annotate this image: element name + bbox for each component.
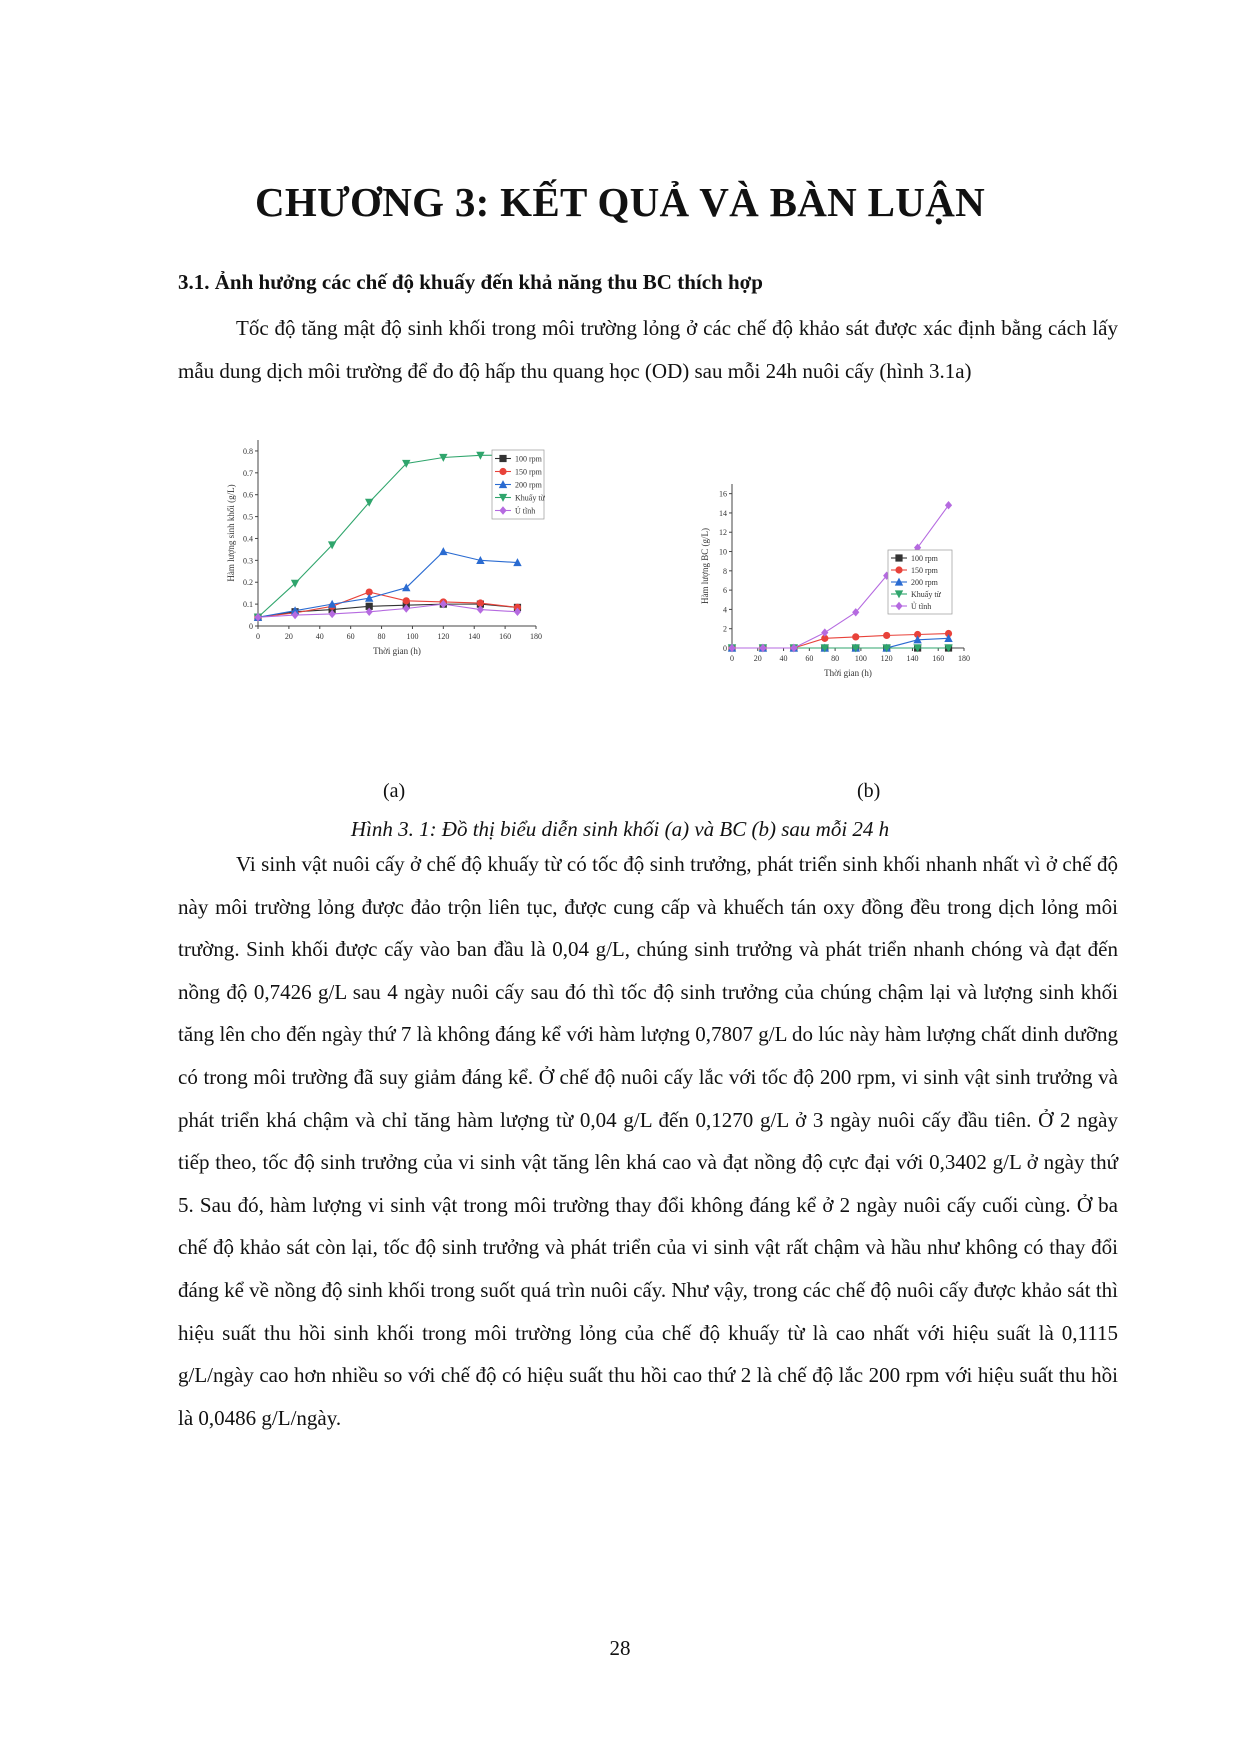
bc-legend-label: 150 rpm [911, 566, 938, 575]
chapter-title: CHƯƠNG 3: KẾT QUẢ VÀ BÀN LUẬN [254, 179, 986, 225]
bc-y-tick-label: 0 [723, 644, 727, 653]
bc-legend-label: Ủ tĩnh [911, 602, 932, 611]
bc-data-point [821, 628, 828, 636]
biomass-x-tick-label: 180 [530, 632, 542, 641]
biomass-chart [210, 440, 545, 680]
bc-x-tick-label: 40 [779, 654, 788, 663]
bc-x-tick-label: 80 [831, 654, 840, 663]
bc-data-point [852, 633, 859, 640]
intro-paragraph: Tốc độ tăng mật độ sinh khối trong môi trường lỏng ở các chế độ khảo sát được xác định bằng cách lấy mẫu dung dịch môi trường để đo độ hấp thu quang học (OD) sau mỗi 24h nuôi cấy (hình 3.1a) [178, 316, 1118, 383]
biomass-x-tick-label: 120 [437, 632, 450, 641]
biomass-legend-label: 150 rpm [515, 467, 542, 477]
biomass-x-axis-label: Thời gian (h) [373, 646, 421, 656]
bc-y-tick-label: 2 [723, 624, 727, 634]
biomass-y-tick-label: 0 [249, 622, 253, 631]
biomass-x-tick-label: 80 [377, 632, 386, 641]
biomass-y-tick-label: 0.6 [243, 490, 253, 500]
bc-x-tick-label: 60 [805, 654, 814, 663]
biomass-legend-marker [499, 468, 506, 475]
bc-y-tick-label: 10 [719, 547, 727, 557]
bc-x-tick-label: 120 [880, 654, 893, 663]
biomass-x-tick-label: 0 [256, 632, 260, 641]
bc-x-tick-label: 140 [906, 654, 919, 663]
bc-legend-marker [895, 566, 902, 573]
bc-y-axis-label: Hàm lượng BC (g/L) [700, 528, 710, 604]
biomass-x-tick-label: 160 [499, 632, 512, 641]
biomass-x-tick-label: 140 [468, 632, 481, 641]
figure-caption: Hình 3. 1: Đồ thị biểu diễn sinh khối (a) và BC (b) sau mỗi 24 h [350, 817, 890, 841]
biomass-y-tick-label: 0.4 [243, 534, 253, 544]
biomass-data-point [403, 597, 410, 604]
figure-label-a: (a) [383, 780, 406, 802]
biomass-x-tick-label: 20 [284, 632, 293, 641]
discussion-paragraph: Vi sinh vật nuôi cấy ở chế độ khuấy từ có tốc độ sinh trưởng, phát triển sinh khối nhanh nhất vì ở chế độ này môi trường lỏng được đảo trộn liên tục, được cung cấp và khuếch tán oxy đồng đều trong dịch lỏng môi trường. Sinh khối được cấy vào ban đầu là 0,04 g/L, chúng sinh trưởng và phát triển nhanh chóng và đạt đến nồng độ 0,7426 g/L sau 4 ngày nuôi cấy sau đó thì tốc độ sinh trưởng của chúng chậm lại và lượng sinh khối tăng lên cho đến ngày thứ 7 là không đáng kể với hàm lượng 0,7807 g/L do lúc này hàm lượng chất dinh dưỡng có trong môi trường đã suy giảm đáng kể. Ở chế độ nuôi cấy lắc với tốc độ 200 rpm, vi sinh vật sinh trưởng và phát triển khá chậm và chỉ tăng hàm lượng từ 0,04 g/L đến 0,1270 g/L ở 3 ngày nuôi cấy đầu tiên. Ở 2 ngày tiếp theo, tốc độ sinh trưởng của vi sinh vật tăng lên khá cao và đạt nồng độ cực đại với 0,3402 g/L ở ngày thứ 5. Sau đó, hàm lượng vi sinh vật trong môi trường thay đổi không đáng kể ở 2 ngày nuôi cấy cuối cùng. Ở ba chế độ khảo sát còn lại, tốc độ sinh trưởng và phát triển của vi sinh vật rất chậm và hầu như không có thay đổi đáng kể về nồng độ sinh khối trong suốt quá trìn nuôi cấy. Như vậy, trong các chế độ nuôi cấy được khảo sát thì hiệu suất thu hồi sinh khối trong môi trường lỏng của chế độ khuấy từ là cao nhất với hiệu suất là 0,1115 g/L/ngày cao hơn nhiều so với chế độ có hiệu suất thu hồi cao thứ 2 là chế độ lắc 200 rpm với hiệu suất thu hồi là 0,0486 g/L/ngày. [178, 852, 1118, 1430]
biomass-y-tick-label: 0.2 [243, 578, 253, 588]
biomass-y-axis-label: Hàm lượng sinh khối (g/L) [226, 484, 236, 582]
biomass-legend-label: 100 rpm [515, 454, 542, 464]
biomass-data-point [439, 547, 447, 555]
page-number: 28 [609, 1636, 631, 1660]
bc-x-tick-label: 0 [730, 654, 734, 663]
biomass-x-tick-label: 100 [406, 632, 419, 641]
bc-legend-label: 100 rpm [911, 554, 938, 563]
biomass-y-tick-label: 0.7 [243, 468, 253, 478]
bc-data-point [883, 632, 890, 639]
biomass-x-tick-label: 40 [315, 632, 324, 641]
bc-legend-marker [895, 554, 902, 561]
biomass-y-tick-label: 0.8 [243, 446, 253, 456]
bc-x-tick-label: 180 [958, 654, 970, 663]
bc-x-tick-label: 160 [932, 654, 945, 663]
biomass-legend-label: 200 rpm [515, 480, 542, 490]
section-heading: 3.1. Ảnh hưởng các chế độ khuấy đến khả năng thu BC thích hợp [178, 270, 763, 294]
biomass-y-tick-label: 0.1 [243, 600, 253, 610]
bc-x-axis-label: Thời gian (h) [824, 668, 872, 678]
biomass-legend-label: Khuấy từ [515, 493, 545, 503]
biomass-legend-label: Ủ tĩnh [515, 506, 536, 516]
bc-legend-label: 200 rpm [911, 578, 938, 587]
bc-y-tick-label: 8 [723, 566, 727, 576]
bc-legend-label: Khuấy từ [911, 590, 941, 599]
biomass-x-tick-label: 60 [346, 632, 355, 641]
figure-label-b: (b) [857, 780, 881, 802]
bc-x-tick-label: 20 [753, 654, 762, 663]
bc-y-tick-label: 12 [719, 528, 727, 538]
biomass-y-tick-label: 0.3 [243, 556, 253, 566]
bc-chart [688, 470, 988, 680]
biomass-y-tick-label: 0.5 [243, 512, 253, 522]
bc-y-tick-label: 14 [719, 508, 727, 518]
bc-x-tick-label: 100 [854, 654, 867, 663]
bc-y-tick-label: 16 [719, 489, 727, 499]
bc-y-tick-label: 6 [723, 586, 727, 596]
bc-y-tick-label: 4 [723, 605, 727, 615]
biomass-legend-marker [499, 455, 506, 462]
